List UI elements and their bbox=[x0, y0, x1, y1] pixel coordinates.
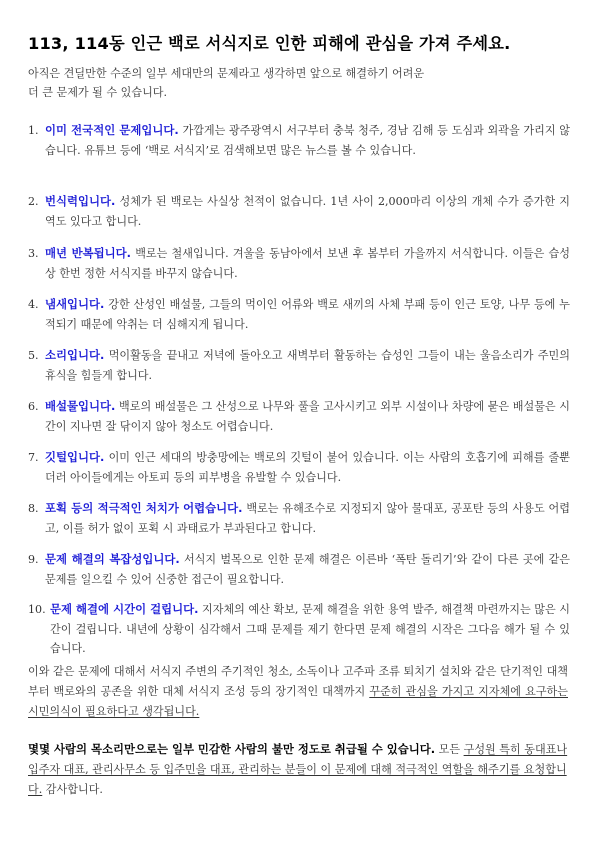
list-item-9 bbox=[28, 550, 570, 589]
item-text: 백로는 철새입니다. 겨울을 동남아에서 보낸 후 봄부터 가을까지 서식합니다. 이들은 습성상 한번 정한 서식지를 바꾸지 않습니다. bbox=[45, 247, 570, 280]
intro-paragraph bbox=[28, 64, 568, 102]
intro-line-2: 더 큰 문제가 될 수 있습니다. bbox=[28, 86, 168, 99]
item-heading: 포획 등의 적극적인 처치가 어렵습니다. bbox=[45, 501, 243, 515]
item-text: 성체가 된 백로는 사실상 천적이 없습니다. 1년 사이 2,000마리 이상의 개체 수가 증가한 지역도 있다고 합니다. bbox=[45, 195, 570, 228]
item-number: 2. bbox=[28, 195, 39, 208]
item-number: 1. bbox=[28, 124, 39, 137]
item-number: 5. bbox=[28, 349, 39, 362]
list-item-3 bbox=[28, 244, 570, 283]
list-item-7 bbox=[28, 448, 570, 487]
list-item-8 bbox=[28, 499, 570, 538]
item-number: 3. bbox=[28, 247, 39, 260]
intro-line-1: 아직은 견딜만한 수준의 일부 세대만의 문제라고 생각하면 앞으로 해결하기 어려운 bbox=[28, 67, 425, 80]
item-text: 백로의 배설물은 그 산성으로 나무와 풀을 고사시키고 외부 시설이나 차량에 묻은 배설물은 시간이 지나면 잘 닦이지 않아 청소도 어렵습니다. bbox=[45, 400, 570, 433]
item-heading: 번식력입니다. bbox=[45, 194, 116, 208]
item-heading: 이미 전국적인 문제입니다. bbox=[45, 123, 179, 137]
item-text: 이미 인근 세대의 방충망에는 백로의 깃털이 붙어 있습니다. 이는 사람의 호흡기에 피해를 줄뿐더러 아이들에게는 아토피 등의 피부병을 유발할 수 있습니다. bbox=[45, 451, 570, 484]
list-item-10 bbox=[28, 600, 570, 659]
closing-text: 이와 같은 문제에 대해서 서식지 주변의 주기적인 청소, 소독이나 고주파 조류 퇴치기 설치와 같은 단기적인 대책부터 백로와의 공존을 위한 대체 서식지 조성 등의 장기적인 대책까지 bbox=[28, 665, 568, 698]
item-text: 서식지 벌목으로 인한 문제 해결은 이른바 ‘폭탄 돌리기’와 같이 다른 곳에 같은 문제를 일으킬 수 있어 신중한 접근이 필요합니다. bbox=[45, 553, 571, 586]
item-number: 7. bbox=[28, 451, 39, 464]
final-text-1: 모든 bbox=[435, 743, 464, 756]
item-number: 9. bbox=[28, 553, 39, 566]
final-text-2: 감사합니다. bbox=[42, 783, 103, 796]
item-heading: 배설물입니다. bbox=[45, 399, 116, 413]
closing-paragraph bbox=[28, 662, 568, 722]
list-item-2 bbox=[28, 192, 570, 231]
item-heading: 문제 해결에 시간이 걸립니다. bbox=[50, 602, 199, 616]
item-number: 8. bbox=[28, 502, 39, 515]
final-paragraph bbox=[28, 739, 570, 800]
page-title: 113, 114동 인근 백로 서식지로 인한 피해에 관심을 가져 주세요. bbox=[28, 34, 511, 53]
item-text: 강한 산성인 배설물, 그들의 먹이인 어류와 백로 새끼의 사체 부패 등이 인근 토양, 나무 등에 누적되기 때문에 악취는 더 심해지게 됩니다. bbox=[45, 298, 570, 331]
final-bold-text: 몇몇 사람의 목소리만으로는 일부 민감한 사람의 불만 정도로 취급될 수 있습니다. bbox=[28, 742, 436, 756]
item-text: 먹이활동을 끝내고 저녁에 돌아오고 새벽부터 활동하는 습성인 그들이 내는 울음소리가 주민의 휴식을 힘들게 합니다. bbox=[45, 349, 570, 382]
item-heading: 매년 반복됩니다. bbox=[45, 246, 131, 260]
item-heading: 냄새입니다. bbox=[45, 297, 105, 311]
item-heading: 소리입니다. bbox=[45, 348, 105, 362]
item-number: 4. bbox=[28, 298, 39, 311]
final-underlined-text: 구성원 특히 동대표나 입주자 대표, 관리사무소 등 입주민을 대표, 관리하는 분들이 이 문제에 대해 적극적인 역할을 해주기를 요청합니다. bbox=[28, 743, 568, 796]
list-item-1 bbox=[28, 121, 570, 160]
item-text: 백로는 유해조수로 지정되지 않아 물대포, 공포탄 등의 사용도 어렵고, 이를 허가 없이 포획 시 과태료가 부과된다고 합니다. bbox=[45, 502, 570, 535]
item-number: 10. bbox=[28, 603, 46, 616]
list-item-6 bbox=[28, 397, 570, 436]
item-heading: 문제 해결의 복잡성입니다. bbox=[45, 552, 180, 566]
list-item-4 bbox=[28, 295, 570, 334]
item-number: 6. bbox=[28, 400, 39, 413]
closing-underlined-text: 꾸준히 관심을 가지고 지자체에 요구하는 시민의식이 필요하다고 생각됩니다. bbox=[28, 685, 568, 718]
list-item-5 bbox=[28, 346, 570, 385]
item-text: 지자체의 예산 확보, 문제 해결을 위한 용역 발주, 해결책 마련까지는 많은 시간이 걸립니다. 내년에 상황이 심각해서 그때 문제를 제기 한다면 문제 해결의 시작은 그다음 해가 될 수 있습니다. bbox=[50, 603, 570, 655]
item-heading: 깃털입니다. bbox=[45, 450, 105, 464]
item-text: 가깝게는 광주광역시 서구부터 충북 청주, 경남 김해 등 도심과 외곽을 가리지 않습니다. 유튜브 등에 ‘백로 서식지’로 검색해보면 많은 뉴스를 볼 수 있습니다. bbox=[45, 124, 570, 157]
